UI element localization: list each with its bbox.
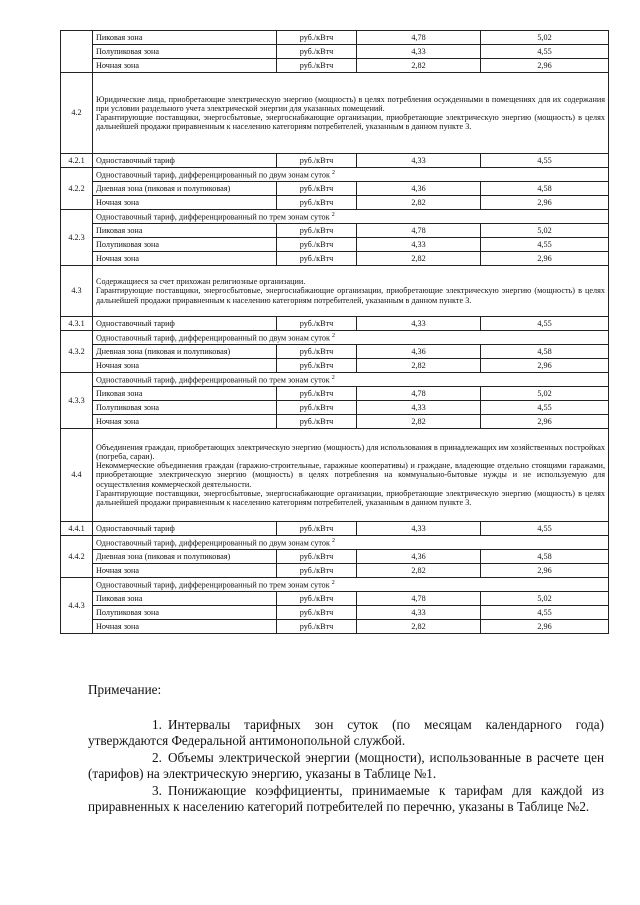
tariff-label: Пиковая зона: [93, 224, 277, 238]
tariff-group-header: [93, 168, 609, 182]
tariff-value-2: 4,58: [481, 345, 609, 359]
note-item: [88, 717, 604, 750]
tariff-value-1: 4,78: [357, 592, 481, 606]
tariff-group-header: [93, 331, 609, 345]
category-description: [93, 73, 609, 154]
tariff-value-2: 2,96: [481, 252, 609, 266]
item-number: 4.4.1: [61, 522, 93, 536]
table-row: [61, 536, 609, 550]
note-item: [88, 750, 604, 783]
tariff-value-1: 4,78: [357, 31, 481, 45]
table-row: [61, 252, 609, 266]
tariff-value-2: 4,55: [481, 522, 609, 536]
tariff-value-2: 4,58: [481, 182, 609, 196]
table-row: [61, 59, 609, 73]
tariff-group-title: Одноставочный тариф, дифференцированный по трем зонам суток: [96, 212, 330, 222]
tariff-value-2: 4,55: [481, 401, 609, 415]
table-row: [61, 578, 609, 592]
table-row: [61, 415, 609, 429]
tariff-value-2: 4,58: [481, 550, 609, 564]
unit-cell: руб./кВтч: [277, 564, 357, 578]
tariff-label: Ночная зона: [93, 564, 277, 578]
tariff-value-1: 4,33: [357, 522, 481, 536]
tariff-value-1: 2,82: [357, 196, 481, 210]
tariff-label: Пиковая зона: [93, 31, 277, 45]
table-row: [61, 182, 609, 196]
tariff-value-2: 5,02: [481, 31, 609, 45]
description-paragraph: Гарантирующие поставщики, энергосбытовые, энергоснабжающие организации, приобретающие электрическую энергию (мощность) в целях дальнейшей продажи приравненным к населению категориям потребителей, указанным в данном пункте 3.: [96, 113, 605, 132]
tariff-label: Дневная зона (пиковая и полупиковая): [93, 345, 277, 359]
unit-cell: руб./кВтч: [277, 45, 357, 59]
tariff-group-header: [93, 578, 609, 592]
tariff-value-1: 4,33: [357, 606, 481, 620]
tariff-value-1: 4,33: [357, 317, 481, 331]
tariff-value-2: 4,55: [481, 317, 609, 331]
tariff-value-1: 4,33: [357, 45, 481, 59]
tariff-value-1: 4,33: [357, 154, 481, 168]
item-number: 4.3.1: [61, 317, 93, 331]
note-number: 1.: [152, 716, 162, 732]
tariff-value-1: 4,78: [357, 224, 481, 238]
footnote-mark: 2: [331, 211, 335, 218]
notes-title: Примечание:: [88, 682, 162, 697]
tariff-value-1: 4,36: [357, 182, 481, 196]
tariff-value-2: 5,02: [481, 387, 609, 401]
table-row: [61, 401, 609, 415]
tariff-value-1: 2,82: [357, 564, 481, 578]
tariff-label: Одноставочный тариф: [93, 317, 277, 331]
tariff-value-2: 2,96: [481, 564, 609, 578]
tariff-table: [60, 30, 609, 634]
table-row: [61, 345, 609, 359]
notes-section: [88, 682, 604, 816]
tariff-value-1: 2,82: [357, 620, 481, 634]
tariff-value-1: 2,82: [357, 252, 481, 266]
item-number: 4.2.2: [61, 168, 93, 210]
tariff-value-2: 2,96: [481, 59, 609, 73]
tariff-value-2: 4,55: [481, 606, 609, 620]
table-row: [61, 266, 609, 317]
tariff-label: Ночная зона: [93, 196, 277, 210]
category-description: [93, 429, 609, 522]
note-text: Понижающие коэффициенты, принимаемые к тарифам для каждой из приравненных к населению категорий потребителей по перечню, указаны в Таблице №2.: [88, 782, 604, 814]
unit-cell: руб./кВтч: [277, 415, 357, 429]
unit-cell: руб./кВтч: [277, 196, 357, 210]
description-paragraph: Гарантирующие поставщики, энергосбытовые, энергоснабжающие организации, приобретающие электрическую энергию (мощность) в целях дальнейшей продажи приравненным к населению категориям потребителей, указанным в данном пункте 3.: [96, 488, 605, 507]
description-paragraph: Юридические лица, приобретающие электрическую энергию (мощность) в целях потребления осужденными в помещениях для их содержания при условии раздельного учета электрической энергии для указанных помещений.: [96, 94, 605, 113]
table-row: [61, 592, 609, 606]
table-row: [61, 331, 609, 345]
unit-cell: руб./кВтч: [277, 345, 357, 359]
table-row: [61, 429, 609, 522]
table-row: [61, 317, 609, 331]
unit-cell: руб./кВтч: [277, 550, 357, 564]
tariff-value-2: 5,02: [481, 224, 609, 238]
item-number: 4.3: [61, 266, 93, 317]
unit-cell: руб./кВтч: [277, 592, 357, 606]
table-row: [61, 210, 609, 224]
footnote-mark: 2: [332, 169, 336, 176]
tariff-value-1: 2,82: [357, 59, 481, 73]
tariff-label: Полупиковая зона: [93, 401, 277, 415]
table-row: [61, 522, 609, 536]
footnote-mark: 2: [332, 332, 336, 339]
note-text: Объемы электрической энергии (мощности), использованные в расчете цен (тарифов) на электрическую энергию, указаны в Таблице №1.: [88, 749, 604, 781]
table-row: [61, 168, 609, 182]
item-number: 4.2: [61, 73, 93, 154]
tariff-value-2: 4,55: [481, 45, 609, 59]
tariff-group-header: [93, 536, 609, 550]
tariff-value-2: 2,96: [481, 196, 609, 210]
item-number: 4.4: [61, 429, 93, 522]
unit-cell: руб./кВтч: [277, 224, 357, 238]
table-row: [61, 550, 609, 564]
unit-cell: руб./кВтч: [277, 252, 357, 266]
note-number: 2.: [152, 749, 162, 765]
item-number: 4.2.1: [61, 154, 93, 168]
tariff-label: Ночная зона: [93, 359, 277, 373]
tariff-label: Пиковая зона: [93, 592, 277, 606]
tariff-group-title: Одноставочный тариф, дифференцированный по трем зонам суток: [96, 580, 330, 590]
tariff-label: Пиковая зона: [93, 387, 277, 401]
table-row: [61, 238, 609, 252]
table-row: [61, 359, 609, 373]
tariff-label: Ночная зона: [93, 620, 277, 634]
tariff-label: Полупиковая зона: [93, 238, 277, 252]
description-paragraph: Содержащиеся за счет прихожан религиозные организации.: [96, 277, 306, 287]
tariff-value-1: 4,33: [357, 401, 481, 415]
tariff-label: Полупиковая зона: [93, 45, 277, 59]
unit-cell: руб./кВтч: [277, 182, 357, 196]
tariff-value-2: 4,55: [481, 154, 609, 168]
tariff-label: Ночная зона: [93, 59, 277, 73]
table-row: [61, 73, 609, 154]
tariff-group-header: [93, 210, 609, 224]
table-row: [61, 606, 609, 620]
tariff-group-title: Одноставочный тариф, дифференцированный по двум зонам суток: [96, 170, 330, 180]
note-item: [88, 783, 604, 816]
description-paragraph: Гарантирующие поставщики, энергосбытовые, энергоснабжающие организации, приобретающие электрическую энергию (мощность) в целях дальнейшей продажи приравненным к населению категориям потребителей, указанным в данном пункте 3.: [96, 286, 605, 305]
unit-cell: руб./кВтч: [277, 317, 357, 331]
unit-cell: руб./кВтч: [277, 31, 357, 45]
tariff-value-2: 4,55: [481, 238, 609, 252]
unit-cell: руб./кВтч: [277, 154, 357, 168]
tariff-group-title: Одноставочный тариф, дифференцированный по трем зонам суток: [96, 375, 330, 385]
tariff-value-2: 2,96: [481, 359, 609, 373]
tariff-value-2: 2,96: [481, 620, 609, 634]
table-row: [61, 196, 609, 210]
tariff-label: Одноставочный тариф: [93, 522, 277, 536]
table-row: [61, 31, 609, 45]
description-paragraph: Объединения граждан, приобретающих электрическую энергию (мощность) для использования в принадлежащих им хозяйственных постройках (погреба, сараи).: [96, 442, 605, 462]
tariff-label: Дневная зона (пиковая и полупиковая): [93, 550, 277, 564]
item-number: 4.4.3: [61, 578, 93, 634]
item-number: 4.3.3: [61, 373, 93, 429]
footnote-mark: 2: [331, 579, 335, 586]
item-number: [61, 31, 93, 73]
unit-cell: руб./кВтч: [277, 620, 357, 634]
tariff-label: Ночная зона: [93, 415, 277, 429]
tariff-value-1: 2,82: [357, 359, 481, 373]
tariff-group-title: Одноставочный тариф, дифференцированный по двум зонам суток: [96, 538, 330, 548]
footnote-mark: 2: [332, 537, 336, 544]
table-row: [61, 224, 609, 238]
unit-cell: руб./кВтч: [277, 606, 357, 620]
table-row: [61, 373, 609, 387]
tariff-label: Дневная зона (пиковая и полупиковая): [93, 182, 277, 196]
tariff-group-header: [93, 373, 609, 387]
table-row: [61, 387, 609, 401]
tariff-value-1: 4,33: [357, 238, 481, 252]
tariff-label: Полупиковая зона: [93, 606, 277, 620]
tariff-value-1: 4,78: [357, 387, 481, 401]
item-number: 4.4.2: [61, 536, 93, 578]
category-description: [93, 266, 609, 317]
table-row: [61, 154, 609, 168]
tariff-group-title: Одноставочный тариф, дифференцированный по двум зонам суток: [96, 333, 330, 343]
table-row: [61, 620, 609, 634]
table-row: [61, 564, 609, 578]
tariff-value-2: 2,96: [481, 415, 609, 429]
tariff-label: Одноставочный тариф: [93, 154, 277, 168]
tariff-value-1: 2,82: [357, 415, 481, 429]
unit-cell: руб./кВтч: [277, 359, 357, 373]
item-number: 4.3.2: [61, 331, 93, 373]
note-number: 3.: [152, 782, 162, 798]
tariff-value-2: 5,02: [481, 592, 609, 606]
unit-cell: руб./кВтч: [277, 59, 357, 73]
table-row: [61, 45, 609, 59]
unit-cell: руб./кВтч: [277, 238, 357, 252]
unit-cell: руб./кВтч: [277, 387, 357, 401]
tariff-value-1: 4,36: [357, 550, 481, 564]
unit-cell: руб./кВтч: [277, 522, 357, 536]
description-paragraph: Некоммерческие объединения граждан (гаражно-строительные, гаражные кооперативы) и граждане, владеющие отдельно стоящими гаражами, приобретающие электрическую энергию (мощность) в целях потребления на коммунально-бытовые нужды и не используемую для осуществления коммерческой деятельности.: [96, 461, 605, 489]
unit-cell: руб./кВтч: [277, 401, 357, 415]
tariff-label: Ночная зона: [93, 252, 277, 266]
item-number: 4.2.3: [61, 210, 93, 266]
footnote-mark: 2: [331, 374, 335, 381]
note-text: Интервалы тарифных зон суток (по месяцам календарного года) утверждаются Федеральной антимонопольной службой.: [88, 716, 604, 748]
tariff-value-1: 4,36: [357, 345, 481, 359]
